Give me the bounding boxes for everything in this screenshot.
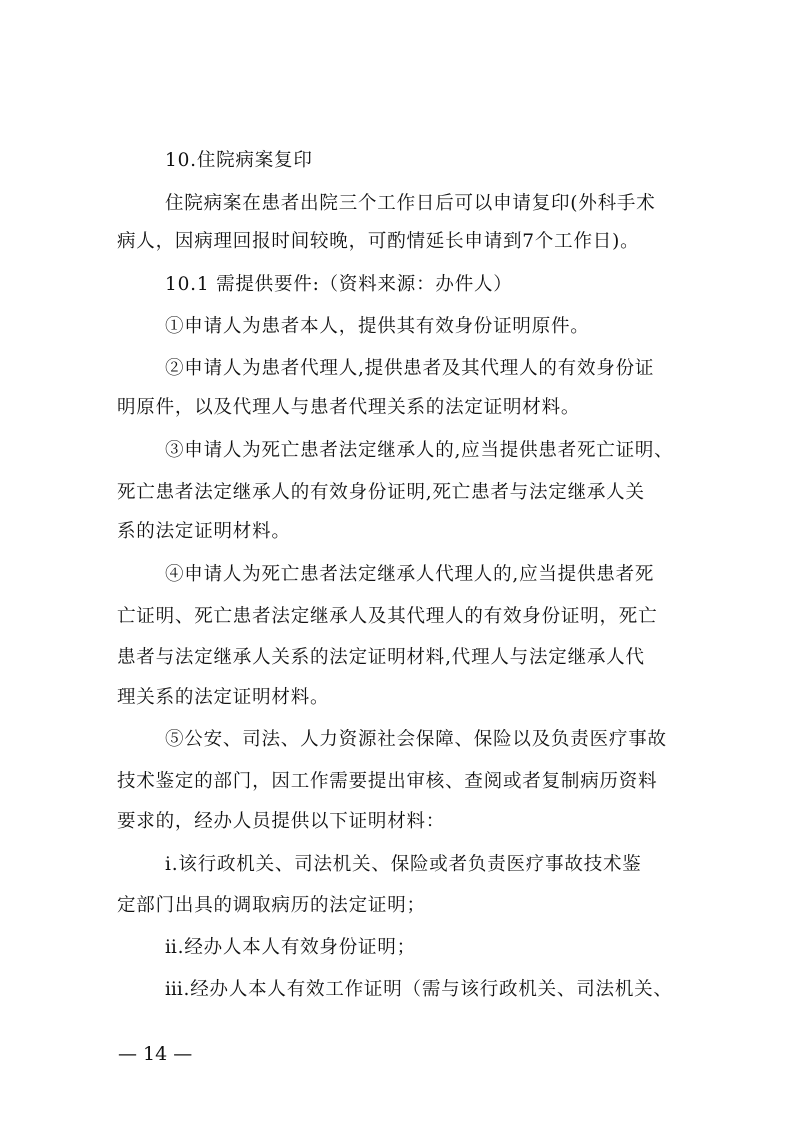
sub-list-item: ⅱ.经办人本人有效身份证明；: [165, 937, 416, 958]
paragraph-line: 明原件，以及代理人与患者代理关系的法定证明材料。: [117, 397, 581, 418]
paragraph-line: 患者与法定继承人关系的法定证明材料,代理人与法定继承人代: [117, 647, 645, 668]
list-item: ⑤公安、司法、人力资源社会保障、保险以及负责医疗事故: [165, 729, 667, 750]
list-item: ④申请人为死亡患者法定继承人代理人的,应当提供患者死: [165, 564, 655, 585]
paragraph-line: 要求的，经办人员提供以下证明材料：: [117, 811, 446, 832]
list-item: ③申请人为死亡患者法定继承人的,应当提供患者死亡证明、: [165, 440, 674, 461]
paragraph-line: 定部门出具的调取病历的法定证明；: [117, 895, 426, 916]
list-item: ①申请人为患者本人，提供其有效身份证明原件。: [165, 316, 590, 337]
sub-list-item: ⅲ.经办人本人有效工作证明（需与该行政机关、司法机关、: [165, 979, 673, 1000]
section-heading: 10.住院病案复印: [165, 150, 313, 171]
paragraph-line: 技术鉴定的部门，因工作需要提出审核、查阅或者复制病历资料: [117, 771, 658, 792]
paragraph-line: 系的法定证明材料。: [117, 521, 291, 542]
page-number: — 14 —: [118, 1043, 193, 1065]
list-item: ②申请人为患者代理人,提供患者及其代理人的有效身份证: [165, 358, 655, 379]
paragraph-line: 死亡患者法定继承人的有效身份证明,死亡患者与法定继承人关: [117, 482, 645, 503]
paragraph-line: 亡证明、死亡患者法定继承人及其代理人的有效身份证明，死亡: [117, 606, 658, 627]
paragraph-line: 病人，因病理回报时间较晚，可酌情延长申请到7个工作日)。: [117, 231, 640, 252]
paragraph-line: 住院病案在患者出院三个工作日后可以申请复印(外科手术: [165, 193, 656, 214]
sub-list-item: ⅰ.该行政机关、司法机关、保险或者负责医疗事故技术鉴: [165, 854, 642, 875]
paragraph-line: 理关系的法定证明材料。: [117, 687, 330, 708]
subsection-heading: 10.1 需提供要件:（资料来源：办件人）: [165, 274, 513, 295]
